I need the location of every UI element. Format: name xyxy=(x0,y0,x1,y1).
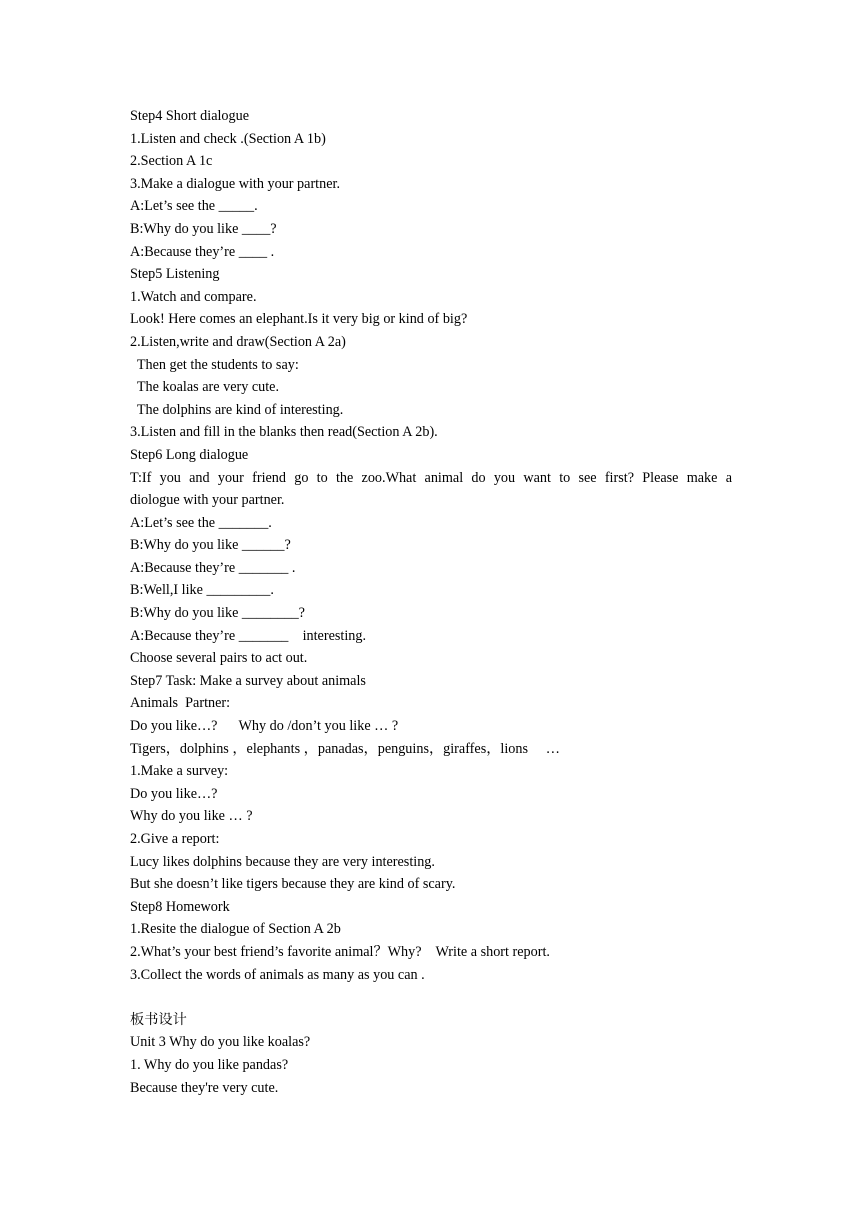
text-line: 2.Listen,write and draw(Section A 2a) xyxy=(130,333,346,350)
document-body xyxy=(130,105,732,1099)
text-line: But she doesn’t like tigers because they are kind of scary. xyxy=(130,876,456,893)
text-line: 1.Listen and check .(Section A 1b) xyxy=(130,130,326,147)
heading-step7: Step7 Task: Make a survey about animals xyxy=(130,672,366,689)
dialogue-line: A:Because they’re ____ . xyxy=(130,243,275,260)
heading-step6: Step6 Long dialogue xyxy=(130,446,249,463)
dialogue-line: B:Why do you like ______? xyxy=(130,537,291,554)
dialogue-line: A:Let’s see the _____. xyxy=(130,198,258,215)
dialogue-line: B:Why do you like ________? xyxy=(130,605,305,622)
text-line: 2.Give a report: xyxy=(130,831,220,847)
heading-step8: Step8 Homework xyxy=(130,898,230,915)
text-line: Do you like…? Why do /don’t you like … ? xyxy=(130,718,399,735)
dialogue-line: B:Well,I like _________. xyxy=(130,582,274,599)
dialogue-line: A:Because they’re _______ interesting. xyxy=(130,627,366,644)
heading-board-design: 板书设计 xyxy=(130,1011,187,1028)
text-line: Do you like…? xyxy=(130,785,218,802)
text-line: 3.Collect the words of animals as many as you can . xyxy=(130,966,425,983)
text-line: Unit 3 Why do you like koalas? xyxy=(130,1034,311,1051)
dialogue-line: A:Because they’re _______ . xyxy=(130,559,296,576)
text-line: 3.Listen and fill in the blanks then read(Section A 2b). xyxy=(130,424,438,441)
text-line: Choose several pairs to act out. xyxy=(130,650,308,667)
text-line: 1.Watch and compare. xyxy=(130,288,257,305)
text-line: Look! Here comes an elephant.Is it very big or kind of big? xyxy=(130,311,468,328)
text-line: Lucy likes dolphins because they are very interesting. xyxy=(130,853,435,870)
blank-line xyxy=(130,986,732,1009)
text-line: The koalas are very cute. xyxy=(130,379,280,396)
text-line: 2.Section A 1c xyxy=(130,153,213,170)
text-line: diologue with your partner. xyxy=(130,492,285,509)
text-line: 1.Make a survey: xyxy=(130,763,229,780)
text-line: 2.What’s your best friend’s favorite animal？Why? Write a short report. xyxy=(130,943,550,960)
text-line: 1. Why do you like pandas? xyxy=(130,1056,289,1073)
dialogue-line: B:Why do you like ____? xyxy=(130,220,277,237)
text-line: 1.Resite the dialogue of Section A 2b xyxy=(130,921,341,938)
text-line: Tigers，dolphins ，elephants ，panadas，penguins，giraffes，lions … xyxy=(130,740,560,757)
text-line: Because they're very cute. xyxy=(130,1079,279,1096)
text-line: Animals Partner: xyxy=(130,695,231,712)
text-line: Then get the students to say: xyxy=(130,356,299,373)
text-line: Why do you like … ? xyxy=(130,808,253,825)
dialogue-line: A:Let’s see the _______. xyxy=(130,514,272,531)
text-line: The dolphins are kind of interesting. xyxy=(130,401,344,418)
text-line: 3.Make a dialogue with your partner. xyxy=(130,175,340,192)
heading-step4: Step4 Short dialogue xyxy=(130,108,250,124)
heading-step5: Step5 Listening xyxy=(130,266,220,283)
text-line: T:If you and your friend go to the zoo.What animal do you want to see first? Please make a xyxy=(130,469,732,486)
